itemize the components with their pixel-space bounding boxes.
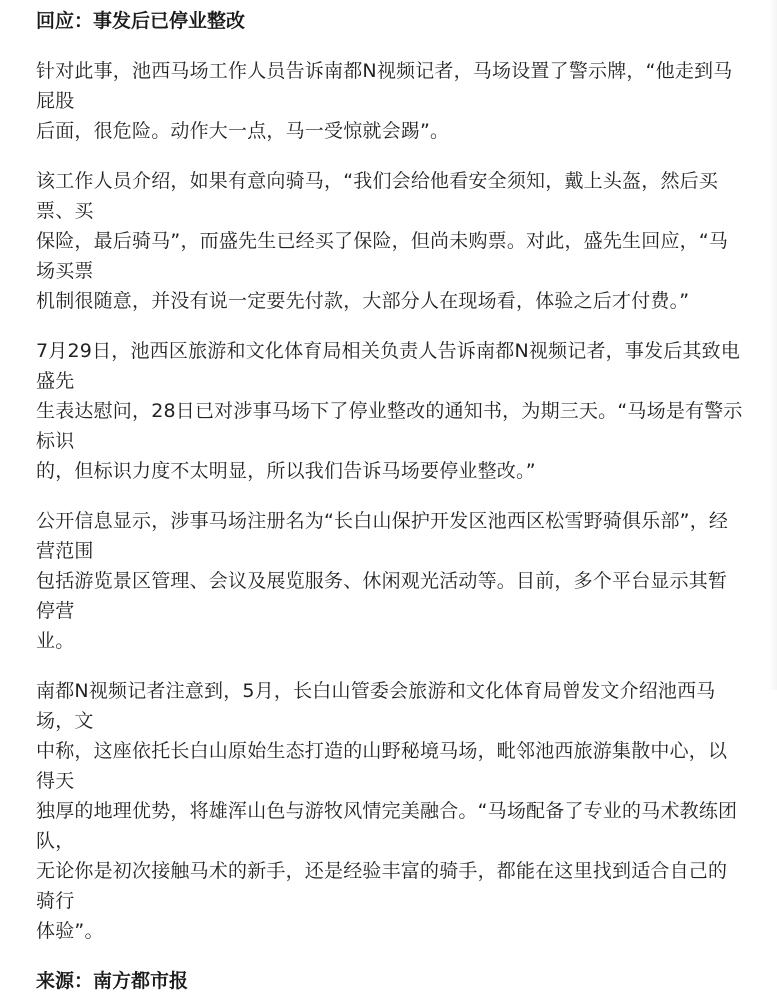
paragraph-promotion-background: 南都N视频记者注意到，5月，长白山管委会旅游和文化体育局曾发文介绍池西马场，文 中称，这座依托长白山原始生态打造的山野秘境马场，毗邻池西旅游集散中心，以得天 独厚的地理优势，将雄浑山色与游牧风情完美融合。“马场配备了专业的马术教练团队， 无论你是初次接触马术的新手，还是经验丰富的骑手，都能在这里找到适合自己的骑行 体验”。 [36, 680, 738, 942]
spacer [36, 486, 746, 506]
paragraph-staff-response: 针对此事，池西马场工作人员告诉南都N视频记者，马场设置了警示牌，“他走到马屁股 后面，很危险。动作大一点，马一受惊就会踢”。 [36, 60, 733, 142]
article-source: 来源：南方都市报 [36, 970, 189, 992]
section-heading: 回应：事发后已停业整改 [36, 10, 246, 32]
spacer [36, 946, 746, 966]
spacer [36, 316, 746, 336]
paragraph-registration-info: 公开信息显示，涉事马场注册名为“长白山保护开发区池西区松雪野骑俱乐部”，经营范围 包括游览景区管理、会议及展览服务、休闲观光活动等。目前，多个平台显示其暂停营 业。 [36, 510, 729, 652]
paragraph-bureau-statement: 7月29日，池西区旅游和文化体育局相关负责人告诉南都N视频记者，事发后其致电盛先 生表达慰问，28日已对涉事马场下了停业整改的通知书，为期三天。“马场是有警示标识 的，但标识力度不太明显，所以我们告诉马场要停业整改。” [36, 340, 743, 482]
spacer [36, 146, 746, 166]
article-body [36, 0, 746, 996]
spacer [36, 656, 746, 676]
paragraph-ticket-procedure: 该工作人员介绍，如果有意向骑马，“我们会给他看安全须知，戴上头盔，然后买票、买 保险，最后骑马”，而盛先生已经买了保险，但尚未购票。对此，盛先生回应，“马场买票 机制很随意，并没有说一定要先付款，大部分人在现场看，体验之后才付费。” [36, 170, 729, 312]
page-edge-shadow [769, 0, 777, 690]
spacer [36, 36, 746, 56]
